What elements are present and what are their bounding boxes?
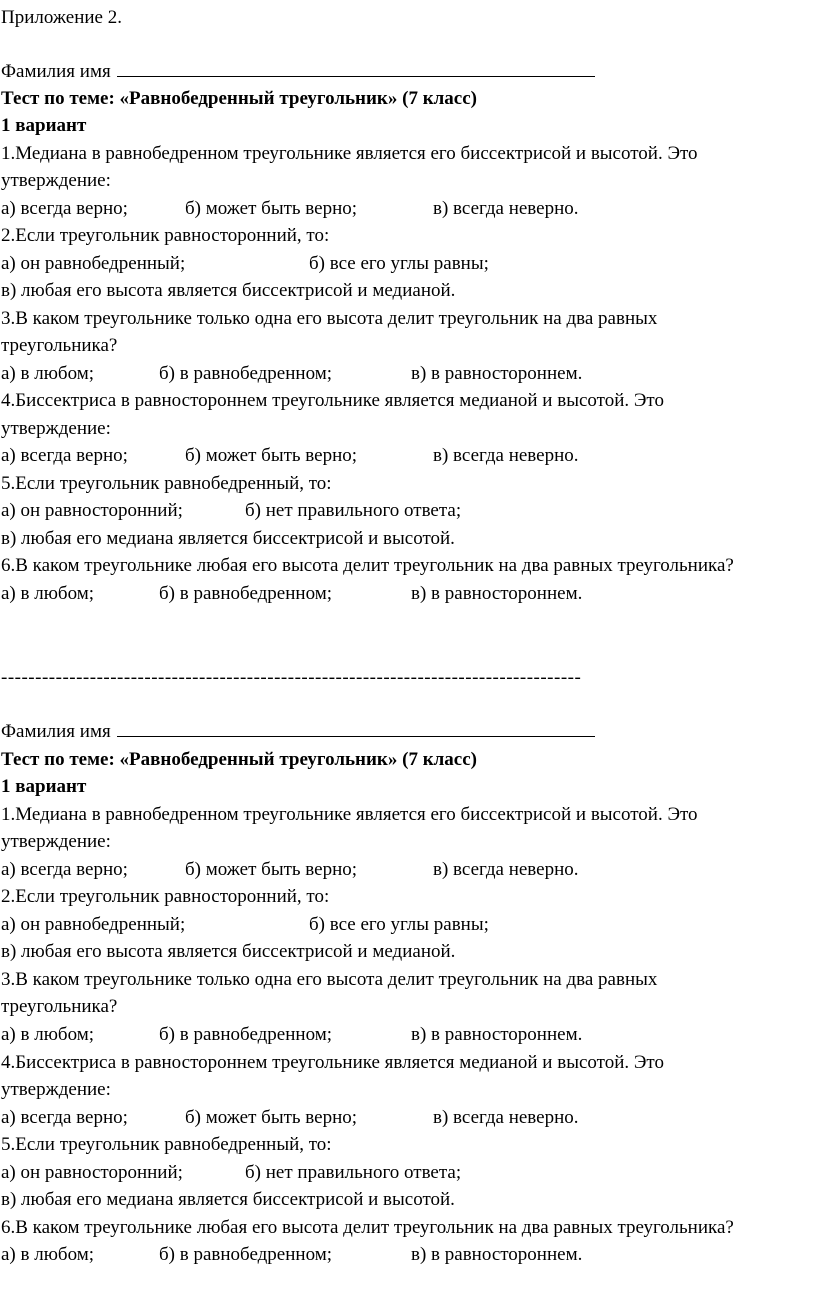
question-1-option-c: в) всегда неверно. <box>433 198 579 219</box>
question-1-option-c: в) всегда неверно. <box>433 859 579 880</box>
name-blank-line[interactable] <box>117 58 595 77</box>
question-2-option-b: б) все его углы равны; <box>309 253 489 274</box>
question-6-option-c: в) в равностороннем. <box>411 1244 583 1265</box>
question-5-text: 5.Если треугольник равнобедренный, то: <box>1 1134 332 1155</box>
question-4-option-a: а) всегда верно; <box>1 1107 128 1128</box>
question-6-text: 6.В каком треугольнике любая его высота делит треугольник на два равных треугольника? <box>1 1217 734 1238</box>
test-title: Тест по теме: «Равнобедренный треугольник» (7 класс) <box>1 88 478 109</box>
variant-label: 1 вариант <box>1 776 87 797</box>
question-4-text-cont: утверждение: <box>1 1079 111 1100</box>
question-3-option-a: а) в любом; <box>1 1024 95 1045</box>
question-4-option-b: б) может быть верно; <box>185 445 358 466</box>
question-2-option-a: а) он равнобедренный; <box>1 914 186 935</box>
name-blank-line[interactable] <box>117 718 595 737</box>
question-4-option-b: б) может быть верно; <box>185 1107 358 1128</box>
name-label: Фамилия имя <box>1 721 111 742</box>
question-4-option-c: в) всегда неверно. <box>433 1107 579 1128</box>
question-5-text: 5.Если треугольник равнобедренный, то: <box>1 473 332 494</box>
question-1-option-a: а) всегда верно; <box>1 198 128 219</box>
question-5-option-a: а) он равносторонний; <box>1 500 183 521</box>
question-3-option-b: б) в равнобедренном; <box>159 1024 333 1045</box>
question-6-option-c: в) в равностороннем. <box>411 583 583 604</box>
question-6-option-a: а) в любом; <box>1 1244 95 1265</box>
test-title: Тест по теме: «Равнобедренный треугольник» (7 класс) <box>1 749 478 770</box>
question-1-option-b: б) может быть верно; <box>185 859 358 880</box>
question-3-text-cont: треугольника? <box>1 996 118 1017</box>
question-1-option-a: а) всегда верно; <box>1 859 128 880</box>
question-1-text-cont: утверждение: <box>1 170 111 191</box>
question-5-option-b: б) нет правильного ответа; <box>245 500 462 521</box>
question-2-text: 2.Если треугольник равносторонний, то: <box>1 225 330 246</box>
question-5-option-a: а) он равносторонний; <box>1 1162 183 1183</box>
question-4-text: 4.Биссектриса в равностороннем треугольнике является медианой и высотой. Это <box>1 1052 664 1073</box>
appendix-label: Приложение 2. <box>1 7 122 28</box>
question-5-option-c: в) любая его медиана является биссектрисой и высотой. <box>1 1189 455 1210</box>
question-4-text-cont: утверждение: <box>1 418 111 439</box>
question-2-option-c: в) любая его высота является биссектрисой и медианой. <box>1 941 456 962</box>
name-field-row <box>1 718 595 745</box>
name-label: Фамилия имя <box>1 61 111 82</box>
question-2-text: 2.Если треугольник равносторонний, то: <box>1 886 330 907</box>
question-4-option-c: в) всегда неверно. <box>433 445 579 466</box>
question-6-option-b: б) в равнобедренном; <box>159 1244 333 1265</box>
question-3-text-cont: треугольника? <box>1 335 118 356</box>
question-2-option-a: а) он равнобедренный; <box>1 253 186 274</box>
question-3-option-a: а) в любом; <box>1 363 95 384</box>
question-6-option-b: б) в равнобедренном; <box>159 583 333 604</box>
question-3-text: 3.В каком треугольнике только одна его высота делит треугольник на два равных <box>1 969 658 990</box>
question-2-option-b: б) все его углы равны; <box>309 914 489 935</box>
question-1-text: 1.Медиана в равнобедренном треугольнике является его биссектрисой и высотой. Это <box>1 143 698 164</box>
question-4-text: 4.Биссектриса в равностороннем треугольнике является медианой и высотой. Это <box>1 390 664 411</box>
question-5-option-b: б) нет правильного ответа; <box>245 1162 462 1183</box>
cut-line-divider: ------------------------------------------------------------------------------------- <box>1 667 582 688</box>
question-1-text: 1.Медиана в равнобедренном треугольнике является его биссектрисой и высотой. Это <box>1 804 698 825</box>
question-5-option-c: в) любая его медиана является биссектрисой и высотой. <box>1 528 455 549</box>
question-3-text: 3.В каком треугольнике только одна его высота делит треугольник на два равных <box>1 308 658 329</box>
question-6-option-a: а) в любом; <box>1 583 95 604</box>
question-1-option-b: б) может быть верно; <box>185 198 358 219</box>
question-6-text: 6.В каком треугольнике любая его высота делит треугольник на два равных треугольника? <box>1 555 734 576</box>
question-1-text-cont: утверждение: <box>1 831 111 852</box>
question-4-option-a: а) всегда верно; <box>1 445 128 466</box>
variant-label: 1 вариант <box>1 115 87 136</box>
question-2-option-c: в) любая его высота является биссектрисой и медианой. <box>1 280 456 301</box>
question-3-option-b: б) в равнобедренном; <box>159 363 333 384</box>
name-field-row <box>1 58 595 85</box>
question-3-option-c: в) в равностороннем. <box>411 363 583 384</box>
question-3-option-c: в) в равностороннем. <box>411 1024 583 1045</box>
